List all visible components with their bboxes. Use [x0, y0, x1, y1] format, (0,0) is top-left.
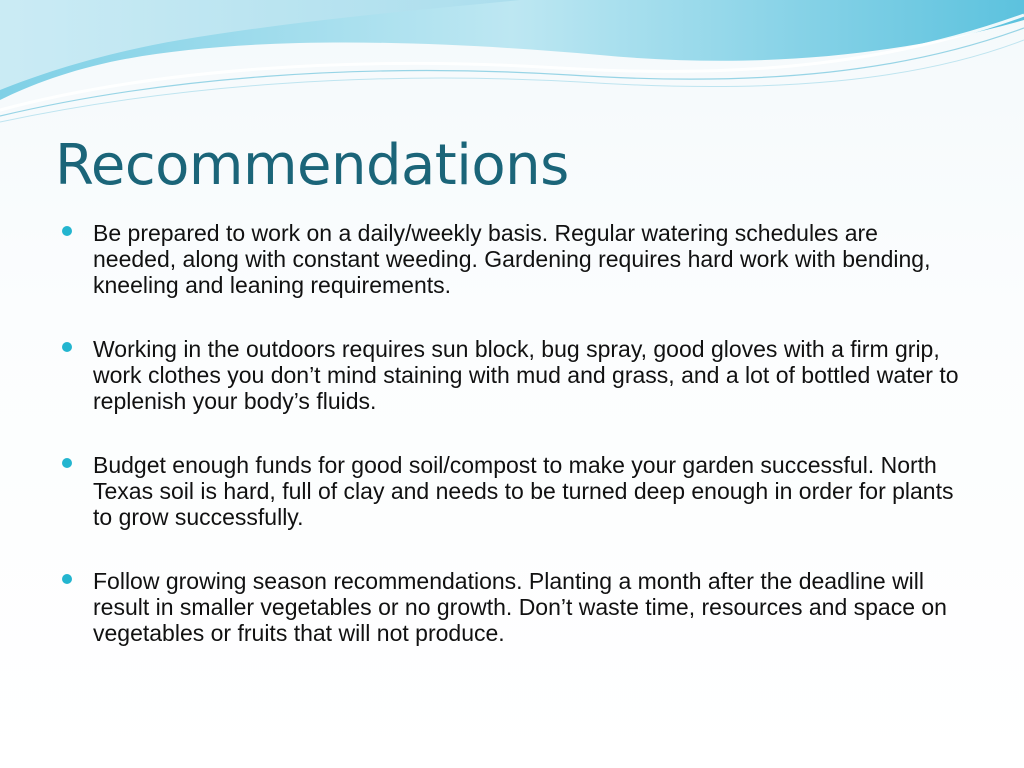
bullet-dot-icon	[62, 574, 72, 584]
bullet-text: Budget enough funds for good soil/compost to make your garden successful. North Texas soil is hard, full of clay and needs to be turned deep enough in order for plants to grow successfully.	[93, 452, 954, 530]
bullet-dot-icon	[62, 342, 72, 352]
bullet-list	[62, 220, 967, 684]
bullet-item	[62, 220, 967, 298]
bullet-item	[62, 568, 967, 646]
bullet-text: Follow growing season recommendations. Planting a month after the deadline will result in smaller vegetables or no growth. Don’t waste time, resources and space on vegetables or fruits that will not produce.	[93, 568, 947, 646]
bullet-item	[62, 452, 967, 530]
header-wave-decoration	[0, 0, 1024, 130]
slide-title: Recommendations	[55, 133, 569, 198]
bullet-item	[62, 336, 967, 414]
bullet-text: Working in the outdoors requires sun block, bug spray, good gloves with a firm grip, work clothes you don’t mind staining with mud and grass, and a lot of bottled water to replenish your body’s fluids.	[93, 336, 959, 414]
bullet-text: Be prepared to work on a daily/weekly basis. Regular watering schedules are needed, along with constant weeding. Gardening requires hard work with bending, kneeling and leaning requirements.	[93, 220, 931, 298]
bullet-dot-icon	[62, 458, 72, 468]
bullet-dot-icon	[62, 226, 72, 236]
